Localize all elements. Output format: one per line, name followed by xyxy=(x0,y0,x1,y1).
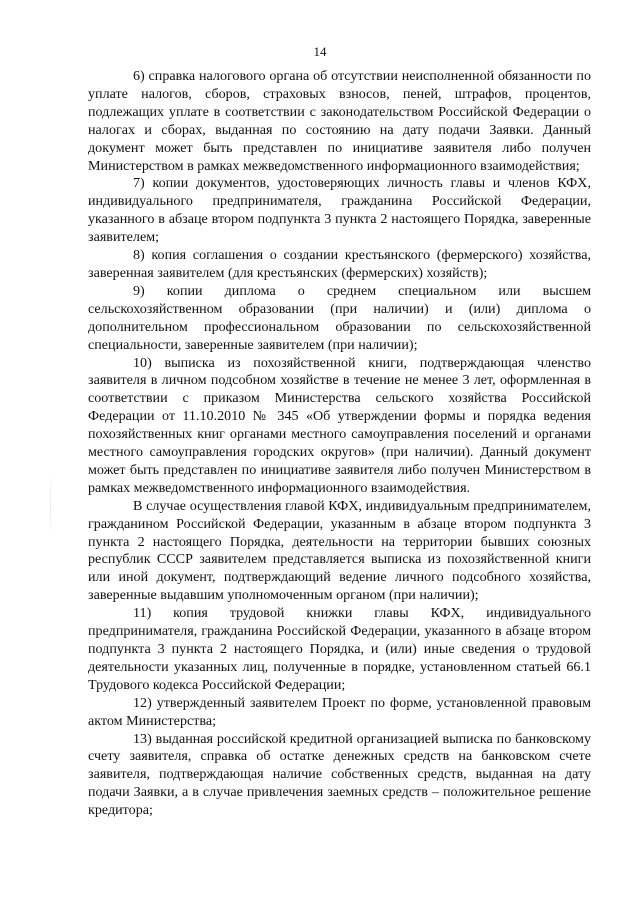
paragraph-item-7: 7) копии документов, удостоверяющих личность главы и членов КФХ, индивидуального предпринимателя, гражданина Российской Федерации, указанного в абзаце втором подпункта 3 пункта 2 настоящего Порядка, заверенные заявителем; xyxy=(88,175,591,246)
document-body xyxy=(88,68,591,820)
paragraph-item-8: 8) копия соглашения о создании крестьянского (фермерского) хозяйства, заверенная заявителем (для крестьянских (фермерских) хозяйств); xyxy=(88,247,591,281)
paragraph-item-6: 6) справка налогового органа об отсутствии неисполненной обязанности по уплате налогов, сборов, страховых взносов, пеней, штрафов, процентов, подлежащих уплате в соответствии с законодательством Российской Федерации о налогах и сборах, выданная по состоянию на дату подачи Заявки. Данный документ может быть представлен по инициативе заявителя либо получен Министерством в рамках межведомственного информационного взаимодействия; xyxy=(88,68,591,174)
scan-artifact xyxy=(50,470,51,540)
paragraph-item-12: 12) утвержденный заявителем Проект по форме, установленной правовым актом Министерства; xyxy=(88,694,591,729)
paragraph-item-10-note: В случае осуществления главой КФХ, индивидуальным предпринимателем, гражданином Российской Федерации, указанным в абзаце втором подпункта 3 пункта 2 настоящего Порядка, деятельности на территории бывших союзных республик СССР заявителем представляется выписка из похозяйственной книги или иной документ, подтверждающий ведение личного подсобного хозяйства, заверенные выдавшим уполномоченным органом (при наличии); xyxy=(88,497,591,604)
page-number: 14 xyxy=(313,44,327,59)
paragraph-item-9: 9) копии диплома о среднем специальном или высшем сельскохозяйственном образовании (при наличии) и (или) диплома о дополнительном профессиональном образовании по сельскохозяйственной специальности, заверенные заявителем (при наличии); xyxy=(88,282,591,353)
paragraph-item-13: 13) выданная российской кредитной организацией выписка по банковскому счету заявителя, справка об остатке денежных средств на банковском счете заявителя, подтверждающая наличие собственных средств, выданная на дату подачи Заявки, а в случае привлечения заемных средств – положительное решение кредитора; xyxy=(88,730,591,819)
paragraph-item-10: 10) выписка из похозяйственной книги, подтверждающая членство заявителя в личном подсобном хозяйстве в течение не менее 3 лет, оформленная в соответствии с приказом Министерства сельского хозяйства Российской Федерации от 11.10.2010 № 345 «Об утверждении формы и порядка ведения похозяйственных книг органами местного самоуправления поселений и органами местного самоуправления городских округов» (при наличии). Данный документ может быть представлен по инициативе заявителя либо получен Министерством в рамках межведомственного информационного взаимодействия. xyxy=(88,354,591,496)
paragraph-item-11: 11) копия трудовой книжки главы КФХ, индивидуального предпринимателя, гражданина Российской Федерации, указанного в абзаце втором подпункта 3 пункта 2 настоящего Порядка, и (или) иные сведения о трудовой деятельности указанных лиц, полученные в порядке, установленном статьей 66.1 Трудового кодекса Российской Федерации; xyxy=(88,605,591,693)
